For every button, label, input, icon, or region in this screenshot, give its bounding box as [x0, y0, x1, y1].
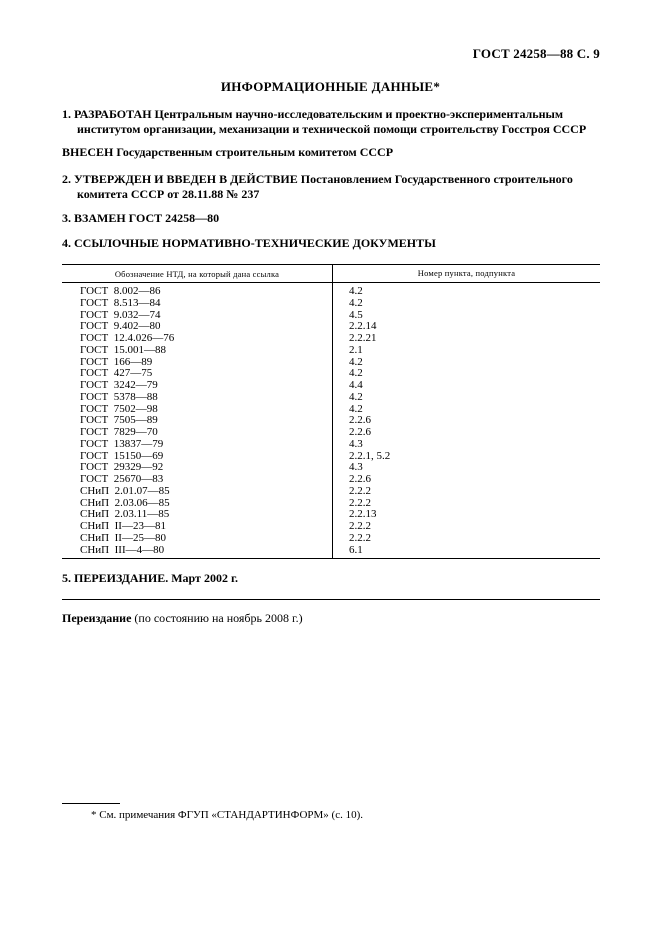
table-cell-designation: ГОСТ 166—89 [80, 355, 153, 368]
table-cell-designation: ГОСТ 15.001—88 [80, 343, 166, 356]
table-cell-designation: СНиП 2.03.06—85 [80, 496, 170, 509]
table-cell-clause: 4.2 [349, 402, 363, 415]
table-cell-clause: 4.2 [349, 390, 363, 403]
table-cell-designation: ГОСТ 29329—92 [80, 461, 164, 474]
reissue-note [62, 611, 600, 626]
section-5-text: ПЕРЕИЗДАНИЕ. Март 2002 г. [74, 571, 239, 585]
table-cell-clause: 4.2 [349, 296, 363, 309]
section-1-text: РАЗРАБОТАН Центральным научно-исследовательским и проектно-экспериментальным институтом организации, механизации и технической помощи строительству Госстроя СССР [74, 107, 587, 136]
table-cell-clause: 2.2.6 [349, 473, 371, 485]
table-cell-designation: ГОСТ 25670—83 [80, 473, 164, 485]
table-cell-clause: 2.2.6 [349, 426, 371, 438]
reissue-label: Переиздание [62, 611, 132, 625]
table-body [62, 283, 600, 558]
introduced-line: ВНЕСЕН Государственным строительным комитетом СССР [62, 145, 394, 159]
table-header [62, 265, 600, 283]
table-cell-designation: ГОСТ 15150—69 [80, 449, 164, 462]
table-cell-designation: ГОСТ 7502—98 [80, 402, 158, 415]
designation-column [62, 283, 332, 558]
section-4-number: 4. [62, 236, 71, 250]
table-cell-clause: 2.2.21 [349, 332, 377, 344]
table-cell-clause: 4.2 [349, 367, 363, 380]
section-4-text: ССЫЛОЧНЫЕ НОРМАТИВНО-ТЕХНИЧЕСКИЕ ДОКУМЕНТЫ [74, 236, 436, 250]
table-cell-clause: 4.5 [349, 308, 363, 321]
table-cell-designation: ГОСТ 5378—88 [80, 390, 158, 403]
page-title: ИНФОРМАЦИОННЫЕ ДАННЫЕ* [220, 79, 441, 94]
table-cell-clause: 4.4 [349, 379, 363, 391]
section-3-number: 3. [62, 211, 71, 225]
reference-table [62, 264, 600, 559]
table-cell-designation: СНиП II—25—80 [80, 531, 166, 544]
table-cell-clause: 2.1 [349, 343, 363, 356]
table-cell-designation: ГОСТ 3242—79 [80, 379, 158, 391]
table-cell-clause: 6.1 [349, 543, 363, 556]
table-cell-designation: СНиП II—23—81 [80, 520, 166, 532]
table-cell-clause: 2.2.2 [349, 496, 371, 509]
section-2-number: 2. [62, 172, 71, 186]
section-3-text: ВЗАМЕН ГОСТ 24258—80 [74, 211, 220, 225]
table-cell-clause: 2.2.13 [349, 508, 377, 521]
table-cell-designation: СНиП III—4—80 [80, 543, 165, 556]
clause-column [332, 283, 600, 558]
table-cell-designation: СНиП 2.03.11—85 [80, 508, 170, 521]
table-cell-designation: ГОСТ 8.002—86 [80, 285, 161, 297]
table-cell-clause: 4.2 [349, 285, 363, 297]
table-cell-clause: 2.2.2 [349, 520, 371, 532]
table-cell-clause: 2.2.2 [349, 531, 371, 544]
table-cell-clause: 2.2.6 [349, 414, 371, 427]
table-cell-clause: 4.3 [349, 437, 363, 450]
section-2 [62, 172, 615, 202]
table-cell-designation: ГОСТ 13837—79 [80, 437, 164, 450]
table-cell-clause: 4.2 [349, 355, 363, 368]
table-cell-designation: СНиП 2.01.07—85 [80, 484, 170, 497]
table-header-clause: Номер пункта, подпункта [332, 265, 600, 282]
section-4 [62, 236, 615, 251]
section-1 [62, 107, 615, 137]
running-head: ГОСТ 24258—88 С. 9 [472, 46, 600, 61]
table-cell-designation: ГОСТ 12.4.026—76 [80, 332, 175, 344]
table-cell-designation: ГОСТ 7505—89 [80, 414, 158, 427]
table-cell-clause: 4.3 [349, 461, 363, 474]
table-cell-designation: ГОСТ 9.032—74 [80, 308, 161, 321]
footnote: * См. примечания ФГУП «СТАНДАРТИНФОРМ» (с. 10). [91, 809, 363, 821]
section-3 [62, 211, 615, 226]
table-cell-designation: ГОСТ 9.402—80 [80, 320, 161, 333]
table-header-designation: Обозначение НТД, на который дана ссылка [114, 268, 280, 279]
table-cell-designation: ГОСТ 7829—70 [80, 426, 158, 438]
table-cell-clause: 2.2.14 [349, 320, 377, 333]
footnote-divider [62, 803, 120, 804]
section-1-number: 1. [62, 107, 71, 121]
section-5-number: 5. [62, 571, 71, 585]
divider [62, 599, 600, 600]
reissue-text: (по состоянию на ноябрь 2008 г.) [131, 611, 303, 625]
table-cell-designation: ГОСТ 427—75 [80, 367, 153, 380]
table-cell-clause: 2.2.1, 5.2 [349, 449, 391, 462]
table-cell-designation: ГОСТ 8.513—84 [80, 296, 161, 309]
section-5 [62, 571, 615, 586]
section-2-text: УТВЕРЖДЕН И ВВЕДЕН В ДЕЙСТВИЕ Постановлением Государственного строительного комитета СССР от 28.11.88 № 237 [74, 172, 573, 201]
table-cell-clause: 2.2.2 [349, 484, 371, 497]
